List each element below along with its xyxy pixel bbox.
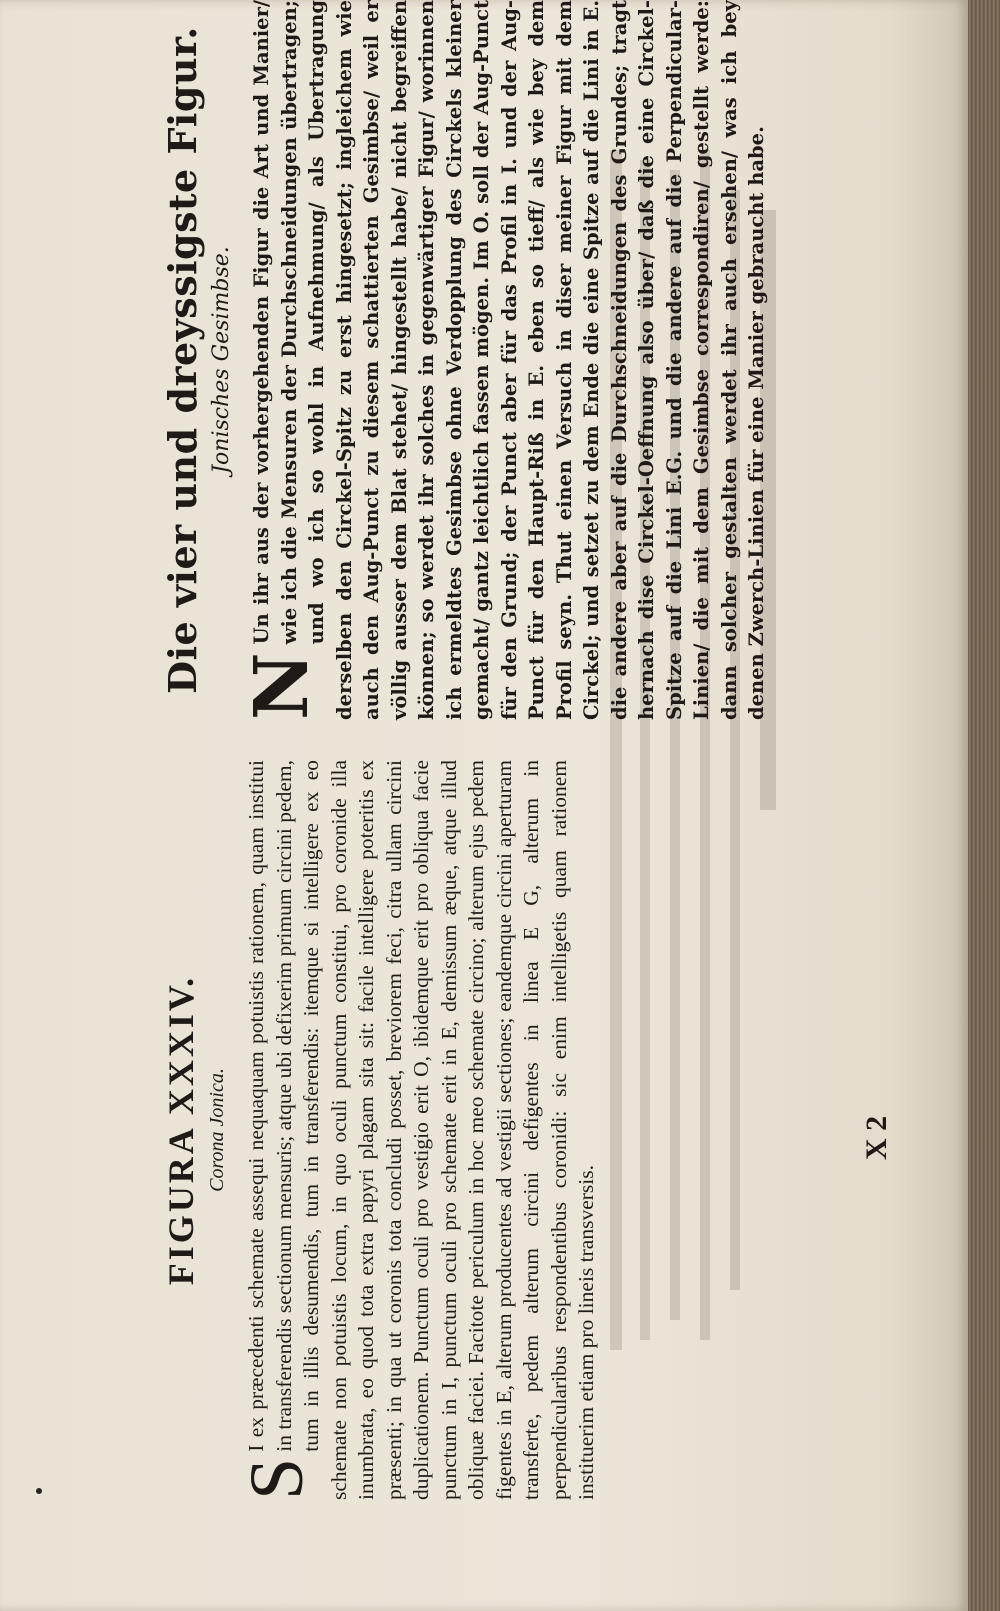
german-drop-cap: N [239, 652, 325, 720]
latin-column [160, 760, 601, 1500]
latin-title: FIGURA XXXIV. [161, 974, 201, 1286]
page-edge [968, 0, 1000, 1611]
latin-subtitle: Corona Jonica. [206, 1068, 228, 1192]
latin-body [235, 760, 601, 1500]
latin-body-text: I ex præcedenti schemate assequi nequaquam potuistis rationem, quam institui in transferendis sectionum mensuris; atque ubi defixerim primum circini pedem, tum in illis desumendis, tum in transferendis: itemque si intelligere ex eo schemate non potuistis locum, in quo oculi punctum constitui, pro coronide illa inumbrata, eo quod tota extra papyri plagam sita sit: facile intelligere poteritis ex præsenti; in qua ut coronis tota concludi posset, breviorem feci, citra ullam circini duplicationem. Punctum oculi pro vestigio erit O, ibidemque erit pro obliqua facie punctum in I, punctum oculi pro schemate erit in E, demissum æque, atque illud obliquæ faciei. Facitote periculum in hoc meo schemate circino; alterum ejus pedem figentes in E, alterum producentes ad vestigii sectiones; eandemque circini aperturam transferte, pedem alterum circini defigentes in linea E G, alterum in perpendicularibus respondentibus coronidi: sic enim intelligetis quam rationem instituerim etiam pro lineis transversis. [244, 760, 598, 1500]
german-body [239, 0, 771, 720]
german-body-text: Un ihr aus der vorhergehenden Figur die Art und Manier/ wie ich die Mensuren der Durchschneidungen übertragen; und wo ich so wohl in Aufnehmung/ als Ubertragung derselben den Circkel-Spitz zu erst hingesetzt; ingleichem wie auch den Aug-Punct zu diesem schattierten Gesimbse/ weil er völlig ausser dem Blat stehet/ hingestellt habe/ nicht begreiffen können; so werdet ihr solches in gegenwärtiger Figur/ worinnen ich ermeldtes Gesimbse ohne Verdopplung des Circkels kleiner gemacht/ gantz leichtlich fassen mögen. Im O. soll der Aug-Punct für den Grund; der Punct aber für das Profil in I. und der Aug-Punct für den Haupt-Riß in E. eben so tieff/ als wie bey dem Profil seyn. Thut einen Versuch in diser meiner Figur mit dem Circkel; und setzet zu dem Ende die eine Spitze auf die Lini in E. die andere aber auf die Durchschneidungen des Grundes; tragt hernach dise Circkel-Oeffnung also über/ daß die eine Circkel-Spitze auf die Lini E.G. und die andere auf die Perpendicular-Linien/ die mit dem Gesimbse correspondiren/ gestellt werde: dann solcher gestalten werdet ihr auch ersehen/ was ich bey denen Zwerch-Linien für eine Manier gebraucht habe. [250, 0, 768, 720]
latin-drop-cap: S [235, 1457, 319, 1500]
signature-mark: X 2 [860, 1115, 893, 1160]
page-text-rotated [40, 0, 940, 1500]
german-title: Die vier und dreyssigste Figur. [160, 26, 205, 694]
german-subtitle: Jonisches Gesimbse. [209, 246, 234, 474]
german-column [160, 0, 771, 720]
